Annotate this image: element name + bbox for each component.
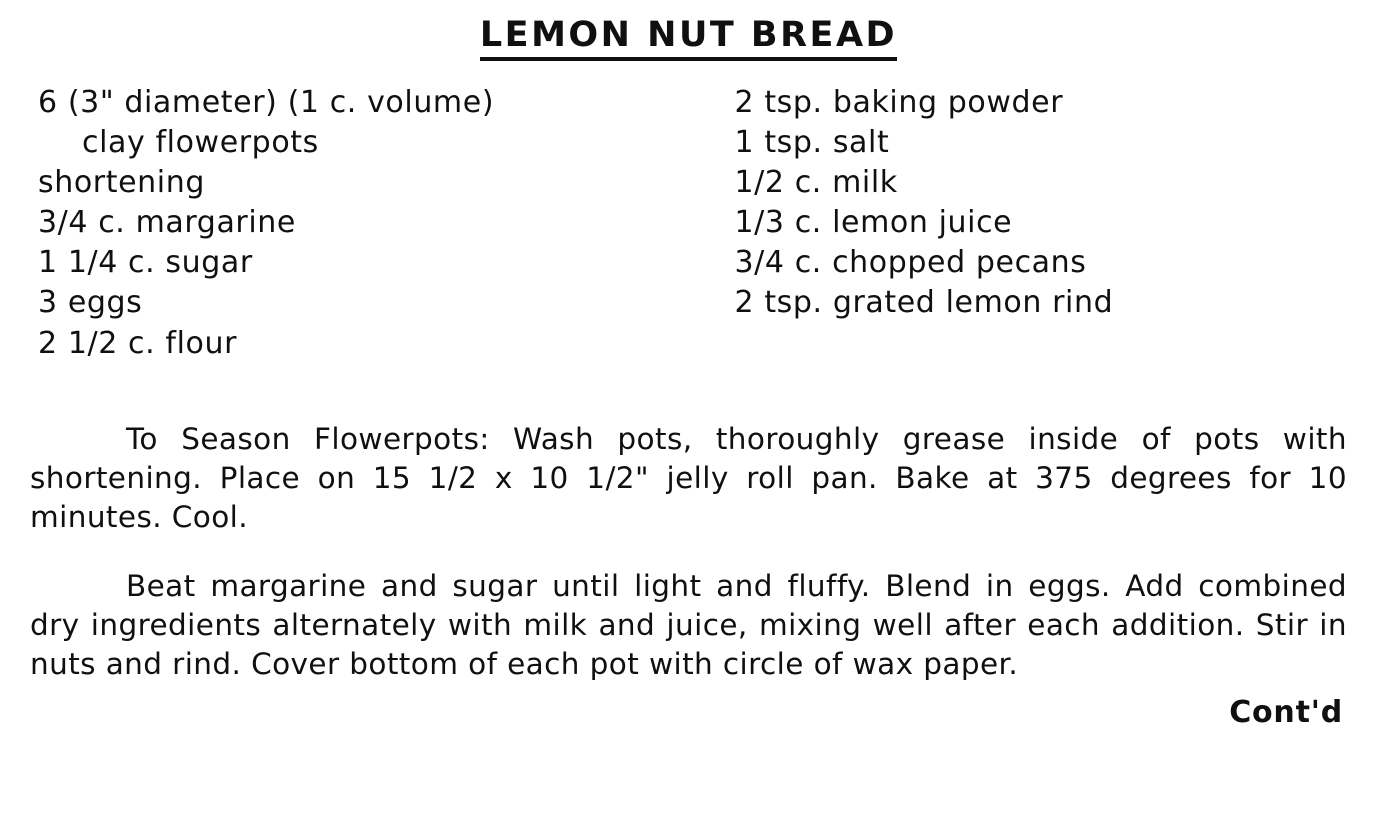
instruction-text: Beat margarine and sugar until light and fluffy. Blend in eggs. Add combined dry ingredients alternately with milk and juice, mixing well after each addition. Stir in nuts and rind. Cover bottom of each pot with circle of wax paper. [30,569,1347,682]
instruction-text: To Season Flowerpots: Wash pots, thoroughly grease inside of pots with shortening. Place on 15 1/2 x 10 1/2" jelly roll pan. Bake at 375 degrees for 10 minutes. Cool. [30,421,1347,535]
ingredient-item: shortening [38,164,205,200]
instruction-paragraph-two [30,567,1347,685]
ingredient-item: 6 (3" diameter) (1 c. volume) [38,84,495,120]
continued-label: Cont'd [1229,694,1343,730]
ingredient-item: 2 1/2 c. flour [38,325,238,361]
ingredients-section [0,83,1377,364]
page-title: LEMON NUT BREAD [480,16,897,61]
ingredients-column-right [647,83,1344,364]
ingredient-item: 3 eggs [38,285,143,321]
ingredients-column-left [34,83,647,364]
page-title-container [0,0,1377,61]
instructions-section [0,420,1377,685]
ingredient-item: 2 tsp. baking powder [734,84,1064,120]
ingredient-item: 2 tsp. grated lemon rind [734,285,1114,321]
ingredient-item: 1 1/4 c. sugar [38,245,253,281]
ingredient-item: 3/4 c. chopped pecans [734,245,1087,281]
ingredient-item: clay flowerpots [82,124,319,160]
ingredient-item: 1/2 c. milk [734,164,898,200]
ingredient-item: 3/4 c. margarine [38,205,296,241]
instruction-paragraph-one [30,420,1347,538]
ingredient-item: 1/3 c. lemon juice [734,205,1013,241]
ingredient-item: 1 tsp. salt [734,124,890,160]
